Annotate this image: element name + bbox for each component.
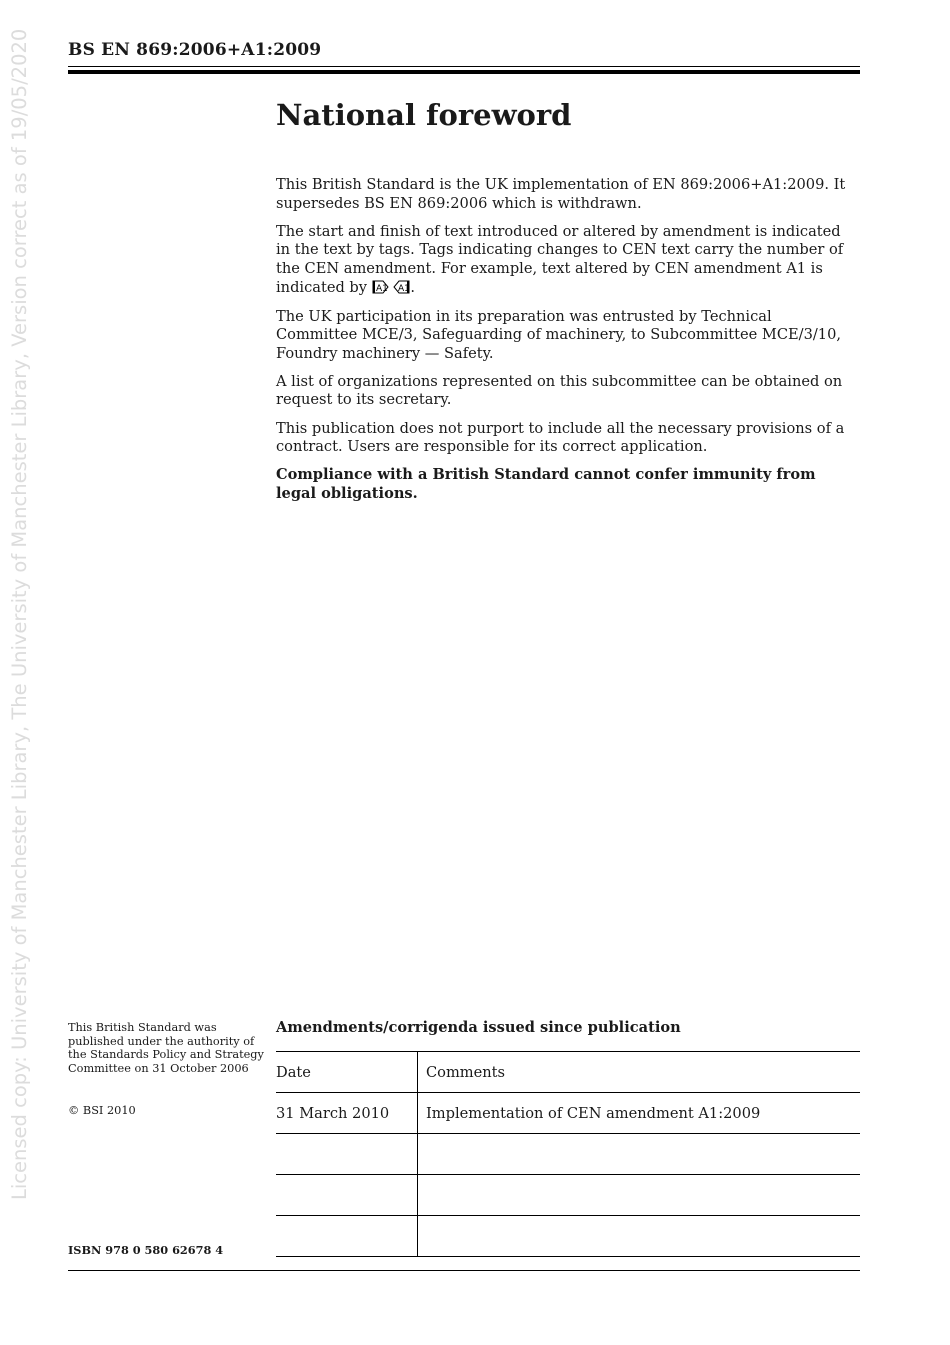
paragraph-5: This publication does not purport to include all the necessary provisions of a contract. Users are responsible for its correct application. [276,419,845,456]
column-header-date: Date [276,1052,418,1093]
standard-id: BS EN 869:2006+A1:2009 [68,40,322,60]
header-rule-thin [68,66,860,67]
svg-text:A1: A1 [398,284,411,295]
paragraph-2 [276,223,856,298]
table-row [276,1216,860,1257]
paragraph-3: The UK participation in its preparation was entrusted by Technical Committee MCE/3, Safeguarding of machinery, to Subcommittee MCE/3/10, Foundry machinery — Safety. [276,307,841,362]
copyright: © BSI 2010 [68,1104,136,1117]
publication-note-text: This British Standard was published under the authority of the Standards Policy and Strategy Committee on 31 October 2006 [68,1021,264,1075]
amendment-date [276,1216,418,1257]
table-header-row [276,1052,860,1093]
header-rule-thick [68,70,860,74]
paragraph-2-end: . [410,279,415,297]
paragraph-4: A list of organizations represented on this subcommittee can be obtained on request to its secretary. [276,372,843,409]
paragraph-1: This British Standard is the UK implementation of EN 869:2006+A1:2009. It supersedes BS EN 869:2006 which is withdrawn. [276,176,846,212]
amendments-heading: Amendments/corrigenda issued since publication [276,1019,681,1036]
amendment-date [276,1134,418,1175]
isbn: ISBN 978 0 580 62678 4 [68,1243,224,1257]
amendment-comment [418,1216,861,1257]
amendment-open-tag-icon [372,280,389,294]
amendment-date [276,1175,418,1216]
foreword-body [276,176,856,513]
table-row [276,1093,860,1134]
footer-rule [68,1270,860,1271]
amendment-comment: Implementation of CEN amendment A1:2009 [418,1093,861,1134]
table-row [276,1175,860,1216]
amendment-date: 31 March 2010 [276,1093,418,1134]
paragraph-2-text: The start and finish of text introduced or altered by amendment is indicated in the text by tags. Tags indicating changes to CEN text carry the number of the CEN amendment. For example, text altered by CEN amendment A1 is indicated by [276,222,844,297]
amendment-comment [418,1175,861,1216]
compliance-statement: Compliance with a British Standard cannot confer immunity from legal obligations. [276,466,816,502]
column-header-comments: Comments [418,1052,861,1093]
page-title: National foreword [276,98,572,132]
table-row [276,1134,860,1175]
svg-text:A1: A1 [375,284,388,295]
amendment-comment [418,1134,861,1175]
amendments-table [276,1051,860,1257]
license-watermark: Licensed copy: University of Manchester Library, The University of Manchester Library, Version correct as of 19/05/2020 [8,28,31,1200]
publication-note [68,1021,268,1075]
amendment-close-tag-icon [393,280,410,294]
